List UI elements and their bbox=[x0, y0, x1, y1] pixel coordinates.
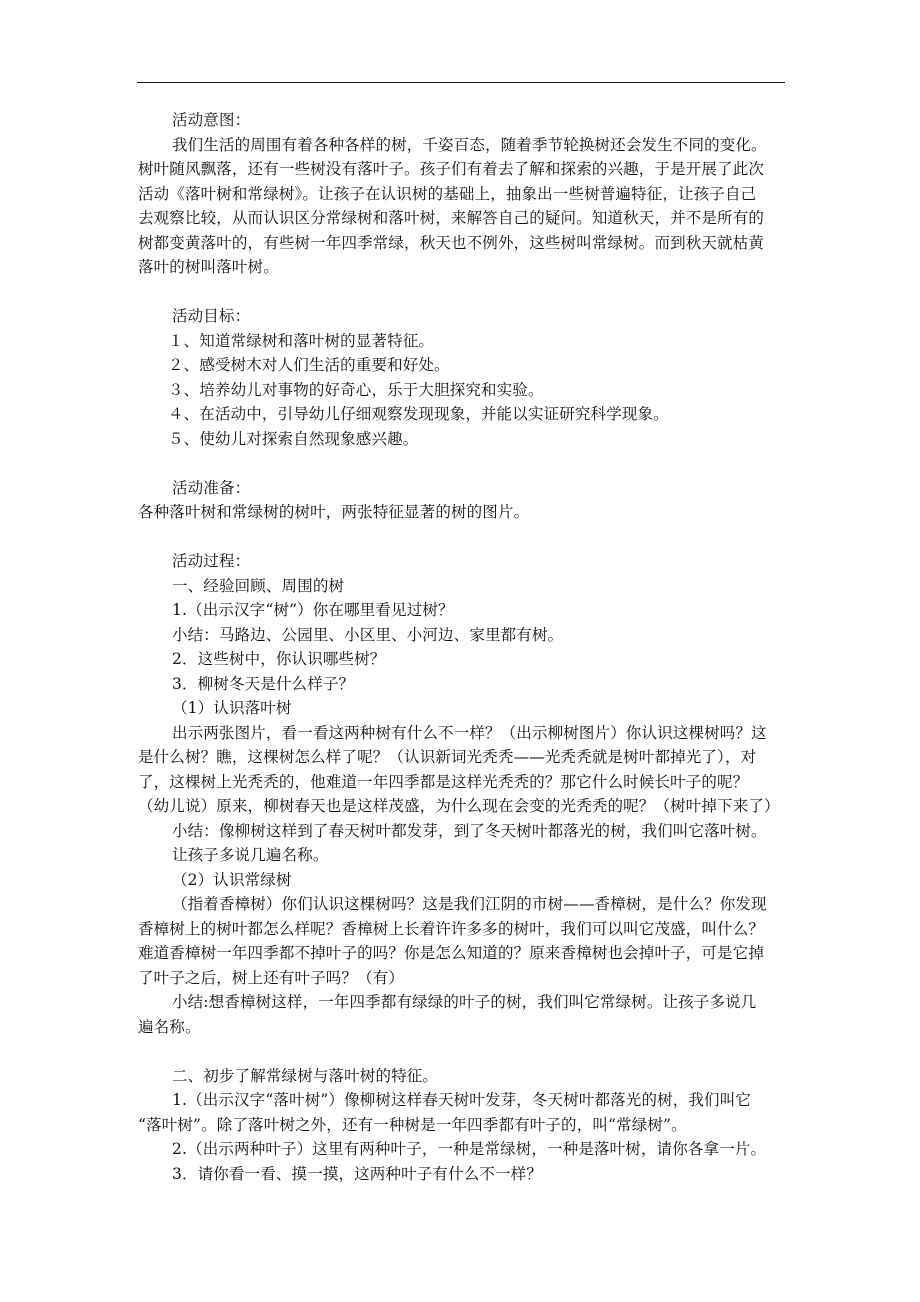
document-body bbox=[138, 108, 788, 1186]
part2-heading: 二、初步了解常绿树与落叶树的特征。 bbox=[172, 1066, 439, 1085]
prep-heading: 活动准备： bbox=[172, 478, 251, 497]
process-line: 小结：马路边、公园里、小区里、小河边、家里都有树。 bbox=[172, 625, 564, 644]
goal-item: ４、在活动中，引导幼儿仔细观察发现现象，并能以实证研究科学现象。 bbox=[168, 405, 669, 423]
goals-heading: 活动目标： bbox=[172, 307, 251, 325]
subsection-line: 是什么树？瞧，这棵树怎么样了呢？（认识新词光秃秃——光秃秃就是树叶都掉光了），对 bbox=[138, 748, 757, 766]
goal-item: ２、感受树木对人们生活的重要和好处。 bbox=[168, 356, 450, 374]
intent-line: 去观察比较，从而认识区分常绿树和落叶树，来解答自己的疑问。知道秋天，并不是所有的 bbox=[138, 209, 765, 227]
summary-line: 让孩子多说几遍名称。 bbox=[172, 846, 329, 864]
intent-line: 树都变黄落叶的，有些树一年四季常绿，秋天也不例外，这些树叫常绿树。而到秋天就枯黄 bbox=[138, 233, 765, 252]
intent-line: 我们生活的周围有着各种各样的树，千姿百态，随着季节轮换树还会发生不同的变化。 bbox=[172, 135, 767, 154]
process-heading: 活动过程： bbox=[172, 552, 251, 570]
process-line: 2．这些树中，你认识哪些树？ bbox=[172, 650, 386, 668]
subsection-heading: （2）认识常绿树 bbox=[172, 870, 292, 889]
intent-heading: 活动意图： bbox=[172, 111, 251, 129]
header-rule bbox=[137, 82, 785, 83]
subsection-line: 香樟树上的树叶都怎么样呢？香樟树上长着许许多多的树叶，我们可以叫它茂盛，叫什么？ bbox=[138, 919, 765, 938]
intent-line: 落叶的树叫落叶树。 bbox=[138, 258, 279, 276]
part2-line: “落叶树”。除了落叶树之外，还有一种树是一年四季都有叶子的，叫“常绿树”。 bbox=[138, 1115, 687, 1134]
intent-line: 树叶随风飘落，还有一些树没有落叶子。孩子们有着去了解和探索的兴趣，于是开展了此次 bbox=[138, 160, 765, 178]
goal-item: ５、使幼儿对探索自然现象感兴趣。 bbox=[168, 429, 419, 448]
spacer bbox=[138, 525, 788, 550]
subsection-line: 难道香樟树一年四季都不掉叶子的吗？你是怎么知道的？原来香樟树也会掉叶子，可是它掉 bbox=[138, 944, 765, 962]
summary-line: 遍名称。 bbox=[138, 1017, 201, 1036]
intent-line: 活动《落叶树和常绿树》。让孩子在认识树的基础上，抽象出一些树普遍特征，让孩子自己 bbox=[138, 184, 757, 203]
summary-line: 小结:想香樟树这样，一年四季都有绿绿的叶子的树，我们叫它常绿树。让孩子多说几 bbox=[172, 993, 757, 1011]
subsection-line: （幼儿说）原来，柳树春天也是这样茂盛，为什么现在会变的光秃秃的呢？（树叶掉下来了） bbox=[138, 797, 780, 815]
goal-item: １、知道常绿树和落叶树的显著特征。 bbox=[168, 331, 435, 350]
process-line: 一、经验回顾、周围的树 bbox=[172, 576, 345, 595]
spacer bbox=[138, 1039, 788, 1064]
process-line: 1.（出示汉字“树”）你在哪里看见过树？ bbox=[172, 601, 454, 619]
subsection-line: （指着香樟树）你们认识这棵树吗？这是我们江阴的市树——香樟树，是什么？你发现 bbox=[172, 895, 767, 913]
part2-line: 3．请你看一看、摸一摸，这两种叶子有什么不一样？ bbox=[172, 1164, 542, 1183]
subsection-line: 出示两张图片，看一看这两种树有什么不一样？（出示柳树图片）你认识这棵树吗？这 bbox=[172, 723, 767, 742]
goal-item: ３、培养幼儿对事物的好奇心，乐于大胆探究和实验。 bbox=[168, 380, 544, 399]
spacer bbox=[138, 451, 788, 476]
subsection-line: 了，这棵树上光秃秃的，他难道一年四季都是这样光秃秃的？那它什么时候长叶子的呢？ bbox=[138, 772, 749, 791]
spacer bbox=[138, 280, 788, 305]
part2-line: 1.（出示汉字“落叶树”）像柳树这样春天树叶发芽，冬天树叶都落光的树，我们叫它 bbox=[172, 1091, 751, 1109]
subsection-line: 了叶子之后，树上还有叶子吗？（有） bbox=[138, 968, 405, 987]
prep-text: 各种落叶树和常绿树的树叶，两张特征显著的树的图片。 bbox=[138, 503, 530, 521]
summary-line: 小结：像柳树这样到了春天树叶都发芽，到了冬天树叶都落光的树，我们叫它落叶树。 bbox=[172, 821, 767, 840]
subsection-heading: （1）认识落叶树 bbox=[172, 699, 292, 717]
process-line: 3．柳树冬天是什么样子？ bbox=[172, 674, 355, 693]
part2-line: 2.（出示两种叶子）这里有两种叶子，一种是常绿树，一种是落叶树，请你各拿一片。 bbox=[172, 1140, 767, 1158]
